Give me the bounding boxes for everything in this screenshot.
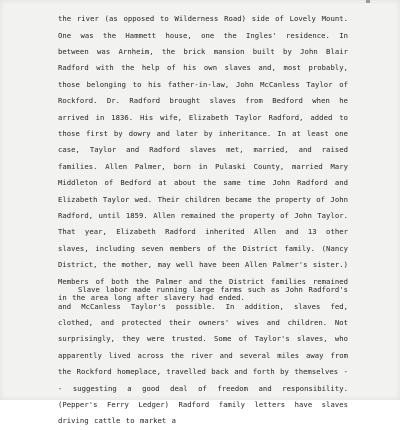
paragraph-2: Slave labor made running large farms such as John Radford's and McCanless Taylor's possible. In addition, slaves fed, clothed, and protected their owners' wives and children. Not surprisingly, they were trusted. Some of Taylor's slaves, who apparently lived across the river and several miles away from the Rockford homeplace, travelled back and forth by themselves -- suggesting a good deal of freedom and responsibility. (Pepper's Ferry Ledger) Radford family letters have slaves driving cattle to market a [58,285,348,426]
page-edge-mark [366,0,370,3]
paragraph-1: the river (as opposed to Wilderness Road) side of Lovely Mount. One was the Hammett house, one the Ingles' residence. In between was Arnheim, the brick mansion built by John Blair Radford with the help of his own slaves and, most probably, those belonging to his father-in-law, John McCanless Taylor of Rockford. Dr. Radford brought slaves from Bedford when he arrived in 1836. His wife, Elizabeth Taylor Radford, added to those first by dowry and later by inheritance. In at least one case, Taylor and Radford slaves met, married, and raised families. Allen Palmer, born in Pulaski County, married Mary Middleton of Bedford at about the same time John Radford and Elizabeth Taylor wed. Their children became the property of John Radford, until 1859. Allen remained the property of John Taylor. That year, Elizabeth Radford inherited Allen and 13 other slaves, including seven members of the District family. (Nancy District, the mother, may well have been Allen Palmer's sister.) Members of both the Palmer and the District families remained in the area long after slavery had ended. [58,14,348,303]
